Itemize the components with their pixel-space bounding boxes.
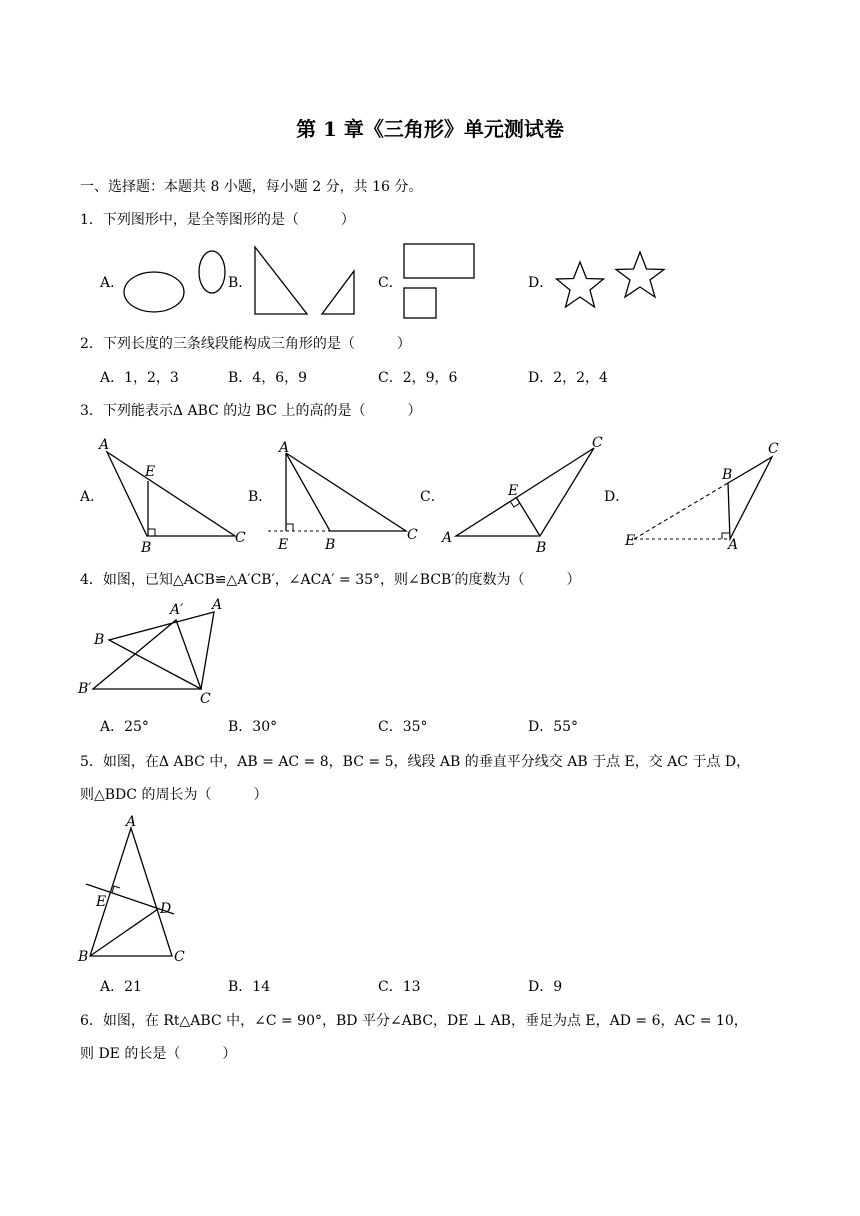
label-d: D [160,901,172,917]
question-1-stem: 1．下列图形中，是全等图形的是（ ） [80,212,355,228]
q1-option-d[interactable]: D． [528,275,554,291]
question-3-stem: 3．下列能表示Δ ABC 的边 BC 上的高的是（ ） [80,403,422,419]
label-b: B [94,632,105,648]
q3-figure-d [622,437,792,557]
q3-figure-a [95,432,255,557]
star-shape-2 [616,252,664,297]
ellipse-shape [124,272,184,312]
q3-option-b[interactable]: B． [248,489,273,505]
triangle-abc [286,453,406,531]
label-e: E [508,483,519,499]
q2-option-b[interactable]: B．4，6，9 [228,370,308,386]
right-angle-mark [286,524,293,531]
q5-option-c[interactable]: C．13 [378,979,421,995]
q5-figure [76,814,196,966]
label-b: B [141,540,152,556]
q4-option-b[interactable]: B．30° [228,719,278,735]
question-6-stem: 6．如图，在 Rt△ABC 中，∠C = 90°，BD 平分∠ABC，DE ⊥ AB，垂足为点 E，AD = 6，AC = 10， [80,1013,748,1029]
label-b: B [325,537,336,553]
square-shape [404,288,436,318]
page-title: 第 1 章《三角形》单元测试卷 [296,117,564,141]
label-a-prime: A′ [170,602,184,618]
triangle-large [255,247,307,314]
label-c: C [407,527,418,543]
q5-option-b[interactable]: B．14 [228,979,271,995]
q3-figure-c [440,432,615,557]
segment-eb-dashed [634,483,728,539]
q3-option-d[interactable]: D． [604,489,630,505]
q1-figure-ellipses [120,248,230,318]
label-c: C [200,691,211,707]
q1-figure-triangles [250,244,360,319]
question-6-stem-continued: 则 DE 的长是（ ） [80,1046,237,1062]
segment-bd [90,909,158,956]
right-angle-mark [112,886,120,893]
label-b: B [536,540,547,556]
q1-option-a[interactable]: A． [100,275,125,291]
triangle-abc [456,448,594,536]
label-e: E [145,464,156,480]
q3-option-c[interactable]: C． [420,489,445,505]
q2-option-d[interactable]: D．2，2，4 [528,370,608,386]
label-a: A [99,437,110,453]
q1-option-c[interactable]: C． [378,275,403,291]
label-a: A [442,530,453,546]
q1-option-b[interactable]: B． [228,275,253,291]
q5-option-a[interactable]: A．21 [100,979,142,995]
label-a: A [212,597,223,613]
ellipse-shape-small [199,251,225,293]
label-b: B [78,949,89,965]
q1-figure-rectangles [402,242,477,322]
label-e: E [278,537,289,553]
q4-option-d[interactable]: D．55° [528,719,579,735]
label-c: C [592,435,603,451]
right-angle-mark [148,529,155,536]
label-c: C [235,530,246,546]
question-2-stem: 2．下列长度的三条线段能构成三角形的是（ ） [80,336,411,352]
label-c: C [768,441,779,457]
question-4-stem: 4．如图，已知△ACB≌△A′CB′，∠ACA′ = 35°，则∠BCB′的度数为（ ） [80,572,581,588]
label-a: A [279,440,290,456]
label-b: B [722,467,733,483]
q4-figure [76,597,236,707]
triangle-acb [109,612,214,689]
label-a: A [126,814,137,830]
label-c: C [174,949,185,965]
triangle-abc [107,452,235,536]
rectangle-shape [404,244,474,278]
label-e: E [625,533,636,549]
star-shape [557,262,604,307]
q2-option-c[interactable]: C．2，9，6 [378,370,458,386]
section-heading: 一、选择题：本题共 8 小题，每小题 2 分，共 16 分。 [80,179,423,195]
triangle-abc [90,828,172,956]
question-5-stem: 5．如图，在Δ ABC 中，AB = AC = 8，BC = 5，线段 AB 的垂直平分线交 AB 于点 E，交 AC 于点 D， [80,754,751,770]
q3-option-a[interactable]: A． [80,489,105,505]
q1-figure-stars [548,250,673,315]
label-b-prime: B′ [78,681,92,697]
q2-option-a[interactable]: A．1，2，3 [100,370,179,386]
q3-figure-b [266,437,431,557]
q4-option-c[interactable]: C．35° [378,719,428,735]
q4-option-a[interactable]: A．25° [100,719,149,735]
triangle-small [322,271,354,314]
question-5-stem-continued: 则△BDC 的周长为（ ） [80,787,268,803]
label-a: A [728,537,739,553]
label-e: E [96,894,107,910]
q5-option-d[interactable]: D．9 [528,979,563,995]
triangle-abc [728,457,772,539]
